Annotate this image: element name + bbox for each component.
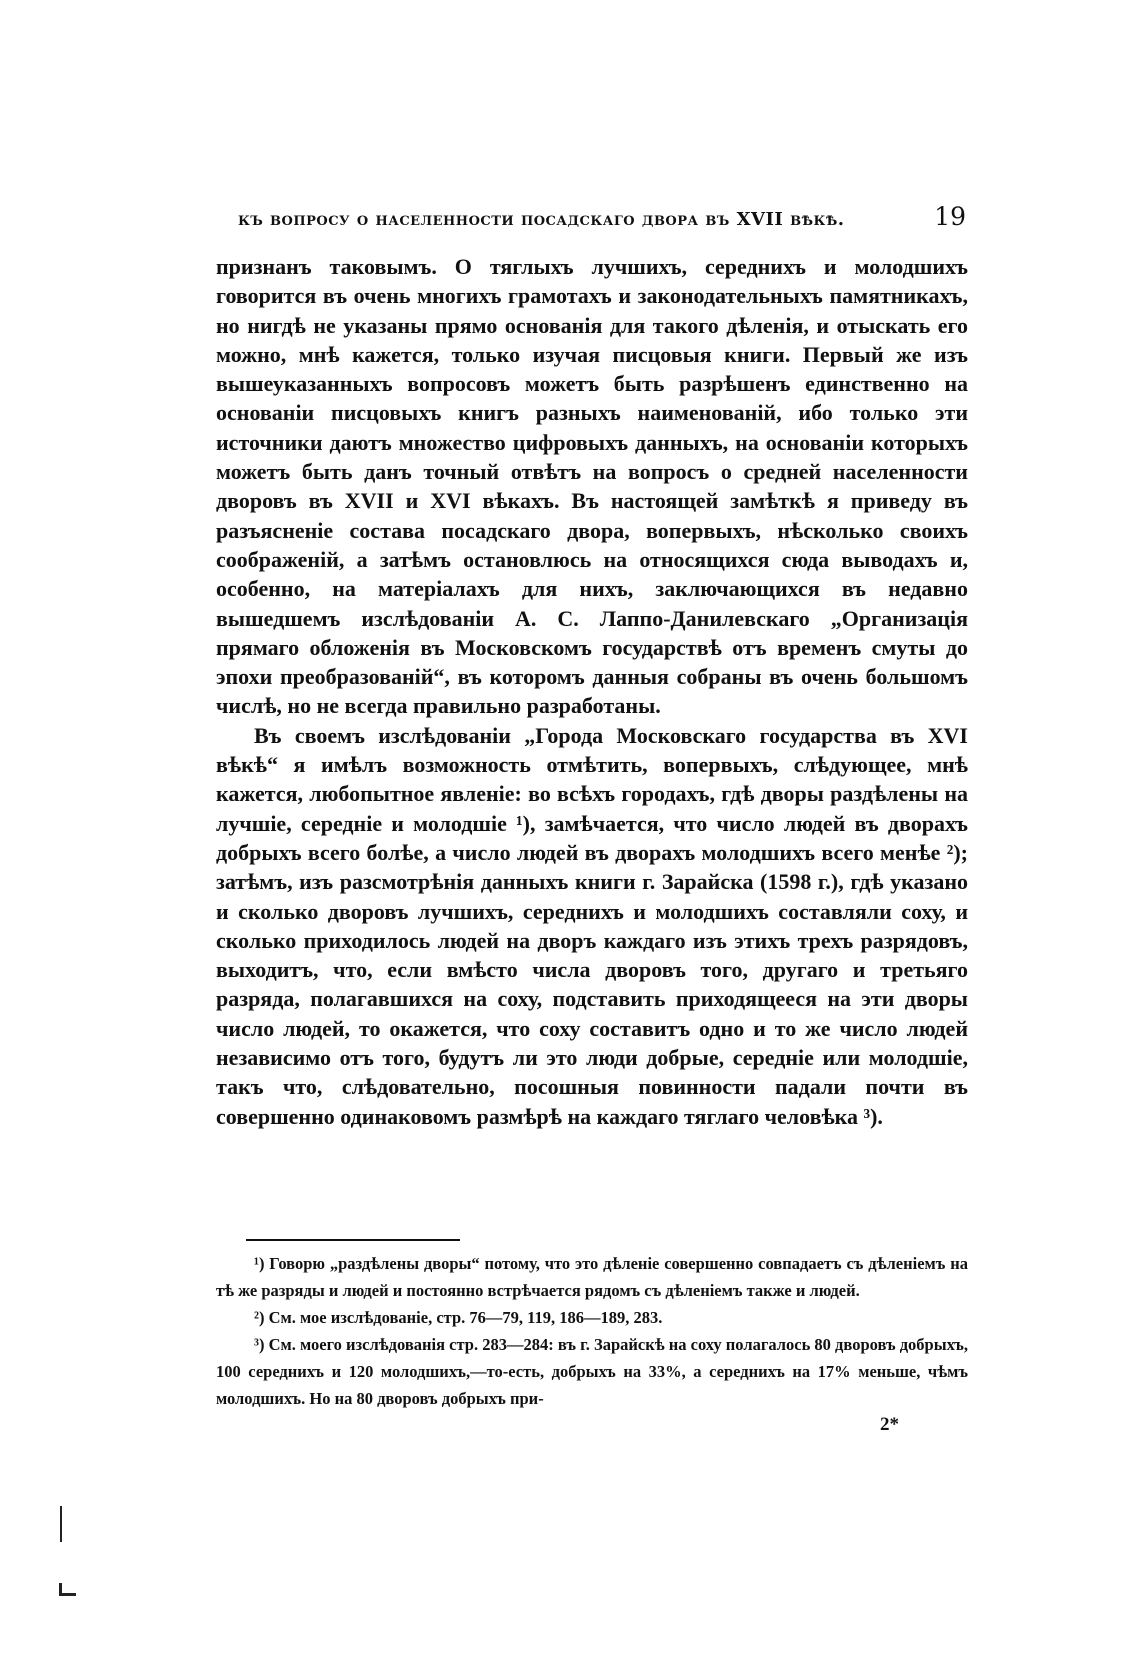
scan-artifact-line bbox=[60, 1506, 62, 1542]
footnote-3: ³) См. моего изслѣдованія стр. 283—284: въ г. Зарайскѣ на соху полагалось 80 дворовъ добрыхъ, 100 середнихъ и 120 молодшихъ,—то-есть, добрыхъ на 33%, а середнихъ на 17% меньше, чѣмъ молодшихъ. Но на 80 дворовъ добрыхъ при- bbox=[216, 1335, 968, 1408]
footnote-2: ²) См. мое изслѣдованіе, стр. 76—79, 119, 186—189, 283. bbox=[254, 1308, 663, 1327]
running-head: къ вопросу о населенности посадскаго двора въ XVII вѣкѣ. bbox=[238, 209, 845, 230]
paragraph-2: Въ своемъ изслѣдованіи „Города Московскаго государства въ XVI вѣкѣ“ я имѣлъ возможность отмѣтить, вопервыхъ, слѣдующее, мнѣ кажется, любопытное явленіе: во всѣхъ городахъ, гдѣ дворы раздѣлены на лучшіе, середніе и молодшіе ¹), замѣчается, что число людей въ дворахъ добрыхъ всего болѣе, а число людей въ дворахъ молодшихъ всего менѣе ²); затѣмъ, изъ разсмотрѣнія данныхъ книги г. Зарайска (1598 г.), гдѣ указано и сколько дворовъ лучшихъ, середнихъ и молодшихъ составляли соху, и сколько приходилось людей на дворъ каждаго изъ этихъ трехъ разрядовъ, выходитъ, что, если вмѣсто числа дворовъ того, другаго и третьяго разряда, полагавшихся на соху, подставить приходящееся на эти дворы число людей, то окажется, что соху составитъ одно и то же число людей независимо отъ того, будутъ ли это люди добрые, середніе или молодшіе, такъ что, слѣдовательно, посошныя повинности падали почти въ совершенно одинаковомъ размѣрѣ на каждаго тяглаго человѣка ³). bbox=[216, 722, 968, 1129]
footnotes bbox=[216, 1250, 968, 1412]
scan-artifact-corner bbox=[59, 1583, 76, 1596]
footnote-1: ¹) Говорю „раздѣлены дворы“ потому, что это дѣленіе совершенно совпадаетъ съ дѣленіемъ на тѣ же разряды и людей и постоянно встрѣчается рядомъ съ дѣленіемъ также и людей. bbox=[216, 1254, 968, 1300]
paragraph-1: признанъ таковымъ. О тяглыхъ лучшихъ, середнихъ и молодшихъ говорится въ очень многихъ грамотахъ и законодательныхъ памятникахъ, но нигдѣ не указаны прямо основанія для такого дѣленія, и отыскать его можно, мнѣ кажется, только изучая писцовыя книги. Первый же изъ вышеуказанныхъ вопросовъ можетъ быть разрѣшенъ единственно на основаніи писцовыхъ книгъ разныхъ наименованій, ибо только эти источники даютъ множество цифровыхъ данныхъ, на основаніи которыхъ можетъ быть данъ точный отвѣтъ на вопросъ о средней населенности дворовъ въ XVII и XVI вѣкахъ. Въ настоящей замѣткѣ я приведу въ разъясненіе состава посадскаго двора, вопервыхъ, нѣсколько своихъ соображеній, а затѣмъ остановлюсь на относящихся сюда выводахъ и, особенно, на матеріалахъ для нихъ, заключающихся въ недавно вышедшемъ изслѣдованіи А. С. Лаппо-Данилевскаго „Организація прямаго обложенія въ Московскомъ государствѣ отъ временъ смуты до эпохи преобразованій“, въ которомъ данныя собраны въ очень большомъ числѣ, но не всегда правильно разработаны. bbox=[216, 254, 968, 719]
main-text bbox=[216, 252, 968, 1131]
signature-mark: 2* bbox=[880, 1414, 899, 1435]
page-header bbox=[238, 202, 966, 236]
footnote-divider bbox=[246, 1239, 460, 1241]
page-number: 19 bbox=[934, 202, 966, 231]
